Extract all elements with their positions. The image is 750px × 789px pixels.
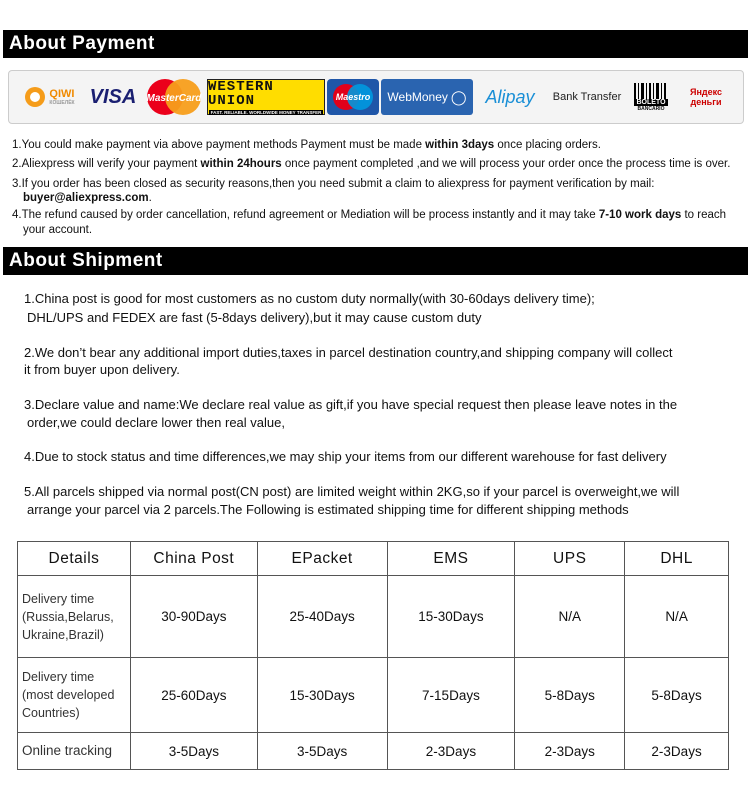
payment-section-header: About Payment — [3, 30, 748, 58]
payment-note-3: 3.If you order has been closed as security reasons,then you need submit a claim to aliexpress for payment verification by mail: — [12, 178, 655, 190]
shipment-note-5-cont: arrange your parcel via 2 parcels.The Following is estimated shipping time for different shipping methods — [27, 502, 629, 517]
payment-note-4-cont: your account. — [23, 224, 93, 236]
western-union-logo-text: WESTERN UNION — [208, 78, 274, 109]
support-email[interactable]: buyer@aliexpress.com — [23, 192, 149, 204]
visa-logo: VISA — [89, 85, 137, 108]
table-cell: 25-40Days — [257, 576, 387, 658]
qiwi-icon — [23, 85, 47, 109]
table-row — [18, 733, 729, 770]
payment-note-4: 4.The refund caused by order cancellation, refund agreement or Mediation will be process instantly and it may take 7-10 work days to reach — [12, 209, 727, 221]
payment-logos-bar — [8, 70, 744, 124]
table-header: UPS — [515, 542, 625, 576]
mastercard-logo — [143, 79, 205, 115]
payment-note-1: 1.You could make payment via above payment methods Payment must be made within 3days once placing orders. — [12, 139, 601, 151]
table-cell: N/A — [625, 576, 729, 658]
boleto-logo-sub: BANCÁRIO — [637, 105, 665, 112]
webmoney-logo — [381, 79, 473, 115]
webmoney-globe-icon: ◯ — [450, 88, 467, 105]
mastercard-logo-text: MasterCard — [146, 93, 202, 104]
bank-transfer-logo: Bank Transfer — [552, 91, 622, 103]
table-cell: 3-5Days — [257, 733, 387, 770]
qiwi-logo — [15, 79, 83, 115]
western-union-logo-sub: FAST. RELIABLE. WORLDWIDE MONEY TRANSFER — [210, 109, 322, 115]
shipment-note-3-cont: order,we could declare lower then real value, — [27, 415, 285, 430]
table-header: DHL — [625, 542, 729, 576]
table-header-row — [18, 542, 729, 576]
table-cell: 25-60Days — [130, 658, 257, 733]
table-header: EMS — [387, 542, 515, 576]
row-label: Online tracking — [18, 733, 131, 770]
payment-note-2: 2.Aliexpress will verify your payment within 24hours once payment completed ,and we will process your order once the process time is over. — [12, 158, 731, 170]
shipment-section-header: About Shipment — [3, 247, 748, 275]
shipment-note-2-cont: it from buyer upon delivery. — [24, 362, 180, 377]
table-header: China Post — [130, 542, 257, 576]
boleto-logo-text: BOLETO — [636, 98, 666, 106]
table-header: Details — [18, 542, 131, 576]
row-label: Delivery time (most developed Countries) — [18, 658, 131, 733]
table-cell: 2-3Days — [387, 733, 515, 770]
maestro-logo-text: Maestro — [335, 92, 371, 102]
payment-note-3-email: buyer@aliexpress.com. — [23, 192, 152, 204]
shipment-note-4: 4.Due to stock status and time differences,we may ship your items from our different warehouse for fast delivery — [24, 449, 667, 464]
row-label: Delivery time (Russia,Belarus, Ukraine,Brazil) — [18, 576, 131, 658]
alipay-logo: Alipay — [485, 86, 535, 107]
qiwi-logo-sub: КОШЕЛЁК — [49, 100, 75, 106]
table-row — [18, 658, 729, 733]
shipping-time-table — [17, 541, 729, 770]
table-cell: 15-30Days — [387, 576, 515, 658]
yandex-money-logo: Яндекс деньги — [689, 87, 722, 107]
shipment-note-3: 3.Declare value and name:We declare real value as gift,if you have special request then please leave notes in the — [24, 397, 678, 412]
table-cell: 2-3Days — [515, 733, 625, 770]
table-cell: 5-8Days — [625, 658, 729, 733]
table-cell: N/A — [515, 576, 625, 658]
table-cell: 2-3Days — [625, 733, 729, 770]
western-union-logo — [207, 79, 325, 115]
shipment-note-2: 2.We don’t bear any additional import duties,taxes in parcel destination country,and shipping company will collect — [24, 345, 673, 360]
table-cell: 3-5Days — [130, 733, 257, 770]
shipment-note-5: 5.All parcels shipped via normal post(CN post) are limited weight within 2KG,so if your parcel is overweight,we will — [24, 484, 680, 499]
shipment-note-1-cont: DHL/UPS and FEDEX are fast (5-8days delivery),but it may cause custom duty — [27, 310, 482, 325]
table-row — [18, 576, 729, 658]
qiwi-logo-text: QIWI — [49, 88, 75, 100]
maestro-logo — [327, 79, 379, 115]
webmoney-logo-text: WebMoney — [387, 90, 448, 104]
table-cell: 30-90Days — [130, 576, 257, 658]
barcode-icon — [633, 83, 669, 99]
maestro-icon — [327, 79, 379, 115]
table-cell: 7-15Days — [387, 658, 515, 733]
shipment-note-1: 1.China post is good for most customers as no custom duty normally(with 30-60days delivery time); — [24, 291, 595, 306]
boleto-logo — [629, 79, 673, 115]
table-cell: 15-30Days — [257, 658, 387, 733]
table-cell: 5-8Days — [515, 658, 625, 733]
mastercard-icon — [143, 78, 205, 116]
table-header: EPacket — [257, 542, 387, 576]
